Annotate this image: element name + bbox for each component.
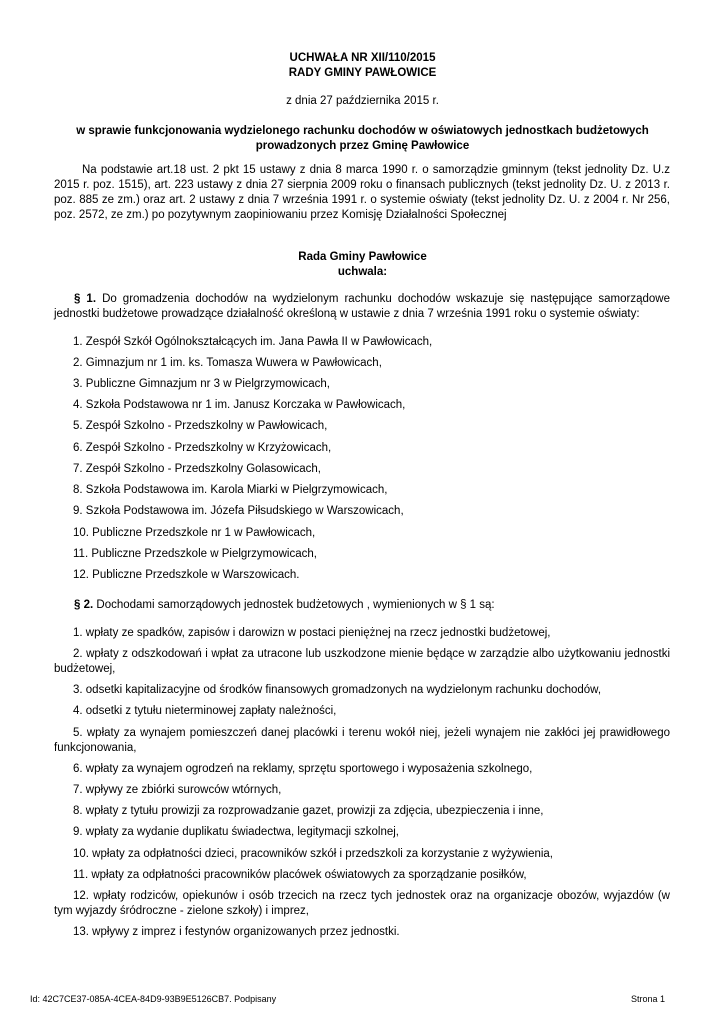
list-item: 12. wpłaty rodziców, opiekunów i osób trzecich na rzecz tych jednostek oraz na organizacje obozów, wyjazdów (w tym wyjazdy śródroczne - zielone szkoły) i imprez, [54,890,670,917]
section-2-paragraph [54,598,670,613]
list-item: 7. Zespół Szkolno - Przedszkolny Golasowicach, [73,463,321,475]
list-item: 3. Publiczne Gimnazjum nr 3 w Pielgrzymowicach, [73,378,330,390]
list-item: 3. odsetki kapitalizacyjne od środków finansowych gromadzonych na wydzielonym rachunku dochodów, [73,684,602,696]
list-item: 10. Publiczne Przedszkole nr 1 w Pawłowicach, [73,527,316,539]
list-item: 12. Publiczne Przedszkole w Warszowicach. [73,569,300,581]
section-1-text: Do gromadzenia dochodów na wydzielonym rachunku dochodów wskazuje się następujące samorządowe jednostki budżetowe prowadzące działalność określoną w ustawie z dnia 7 września 1991 roku o systemie oświaty: [54,293,670,320]
section-2-mark: § 2. [74,599,94,611]
list-item: 4. odsetki z tytułu nieterminowej zapłaty należności, [73,705,337,717]
council-resolves: uchwala: [337,266,388,278]
list-item: 10. wpłaty za odpłatności dzieci, pracowników szkół i przedszkoli za korzystanie z wyżywienia, [73,848,554,860]
resolution-title [0,51,725,81]
list-item: 8. wpłaty z tytułu prowizji za rozprowadzanie gazet, prowizji za zdjęcia, ubezpieczenia i inne, [73,805,544,817]
list-item: 7. wpływy ze zbiórki surowców wtórnych, [73,784,282,796]
list-item: 5. Zespół Szkolno - Przedszkolny w Pawłowicach, [73,420,328,432]
list-item: 11. Publiczne Przedszkole w Pielgrzymowicach, [73,548,317,560]
list-item: 4. Szkoła Podstawowa nr 1 im. Janusz Korczaka w Pawłowicach, [73,399,406,411]
council-name: Rada Gminy Pawłowice [298,251,427,263]
legal-basis: Na podstawie art.18 ust. 2 pkt 15 ustawy z dnia 8 marca 1990 r. o samorządzie gminnym (tekst jednolity Dz. U.z 2015 r. poz. 1515), art. 223 ustawy z dnia 27 sierpnia 2009 roku o finansach publicznych (tekst jednolity Dz. U. z 2013 r. poz. 885 ze zm.) oraz art. 2 ustawy z dnia 7 września 1991 r. o systemie oświaty (tekst jednolity Dz. U. z 2004 r. Nr 256, poz. 2572, ze zm.) po pozytywnym zaopiniowaniu przez Komisję Działalności Społecznej [54,164,670,221]
list-item: 9. Szkoła Podstawowa im. Józefa Piłsudskiego w Warszowicach, [73,505,404,517]
list-item: 5. wpłaty za wynajem pomieszczeń danej placówki i terenu wokół niej, jeżeli wynajem nie zakłóci jej prawidłowego funkcjonowania, [54,727,670,754]
subject-line-2: prowadzonych przez Gminę Pawłowice [255,140,470,152]
list-item: 1. Zespół Szkół Ogólnokształcących im. Jana Pawła II w Pawłowicach, [73,336,433,348]
section-1-paragraph [54,292,670,322]
list-item: 8. Szkoła Podstawowa im. Karola Miarki w Pielgrzymowicach, [73,484,388,496]
list-item: 2. Gimnazjum nr 1 im. ks. Tomasza Wuwera w Pawłowicach, [73,357,382,369]
list-item: 6. wpłaty za wynajem ogrodzeń na reklamy, sprzętu sportowego i wyposażenia szkolnego, [73,763,533,775]
title-line-2: RADY GMINY PAWŁOWICE [288,67,437,79]
list-item: 9. wpłaty za wydanie duplikatu świadectwa, legitymacji szkolnej, [73,826,399,838]
list-item: 13. wpływy z imprez i festynów organizowanych przez jednostki. [73,926,400,938]
list-item: 1. wpłaty ze spadków, zapisów i darowizn w postaci pieniężnej na rzecz jednostki budżetowej, [73,627,551,639]
title-line-1: UCHWAŁA NR XII/110/2015 [289,52,436,64]
page-number: Strona 1 [630,994,665,1004]
document-id-footer: Id: 42C7CE37-085A-4CEA-84D9-93B9E5126CB7. Podpisany [30,994,277,1004]
resolution-date: z dnia 27 października 2015 r. [286,95,439,107]
council-decision-heading [0,250,725,280]
subject-line-1: w sprawie funkcjonowania wydzielonego rachunku dochodów w oświatowych jednostkach budżetowych [76,125,649,137]
section-2-text: Dochodami samorządowych jednostek budżetowych , wymienionych w § 1 są: [93,599,495,611]
list-item: 11. wpłaty za odpłatności pracowników placówek oświatowych za sporządzanie posiłków, [73,869,527,881]
list-item: 6. Zespół Szkolno - Przedszkolny w Krzyżowicach, [73,442,332,454]
section-1-mark: § 1. [74,293,97,305]
resolution-subject [50,124,675,154]
list-item: 2. wpłaty z odszkodowań i wpłat za utracone lub uszkodzone mienie będące w zarządzie albo użytkowaniu jednostki budżetowej, [54,648,670,675]
